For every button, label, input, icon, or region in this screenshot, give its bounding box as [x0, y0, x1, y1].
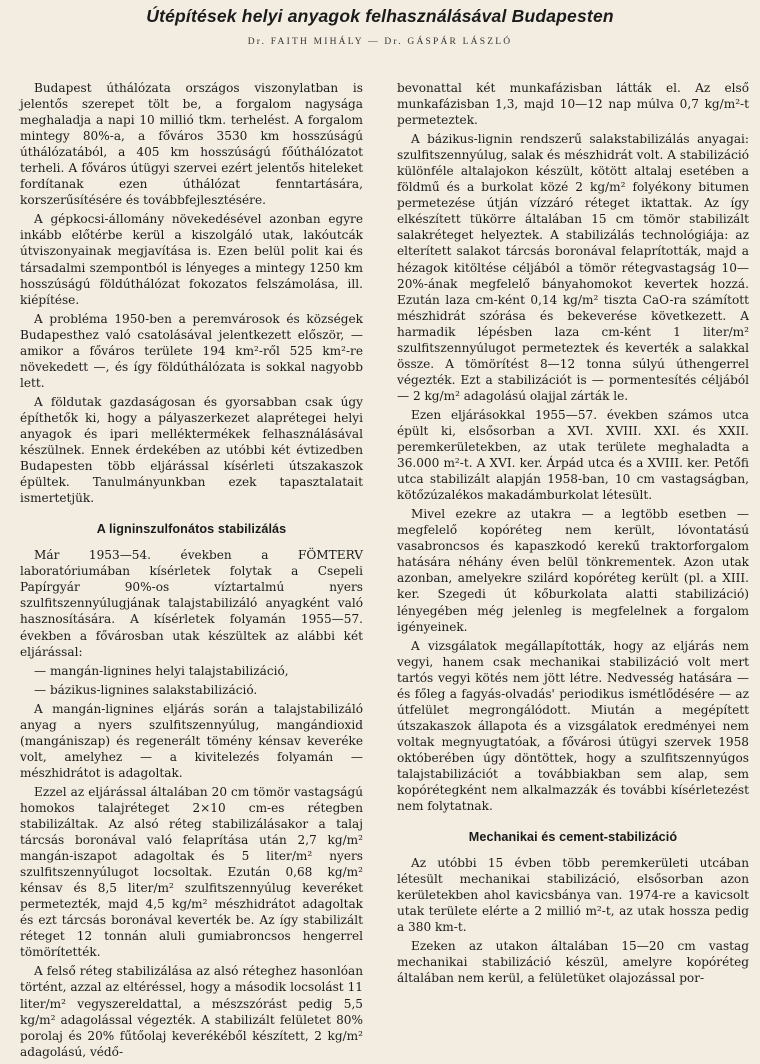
paragraph: Ezzel az eljárással általában 20 cm tömör vastagságú homokos talajréteget 2×10 cm-es rétegben stabilizáltak. Az alsó réteg stabilizálásakor a talaj tárcsás boronával való felaprítása után 2,7 kg/m² mangán-iszapot adagoltak és 5 liter/m² nyers szulfitszennyúlugot locsoltak. Ezután 0,68 kg/m² kénsav és 8,5 liter/m² szulfitszennyúlug keveréket permetezték, majd 4,5 kg/m² mészhidrátot adagoltak és ezt tárcsás boronával keverték be. Az így stabilizált réteget 12 tonnán aluli gumiabroncsos hengerrel tömörítették. — [20, 784, 363, 960]
paragraph: A bázikus-lignin rendszerű salakstabilizálás anyagai: szulfitszennyúlug, salak és mészhidrát volt. A stabilizáció különféle altalajokon készült, kötött altalaj esetében a földmű és a burkolat közé 2 kg/m² folyékony bitumen permetezése útján vízzáró réteget iktattak. Az így elkészített tükörre általában 15 cm tömör stabilizált salakréteget helyeztek. A stabilizálás technológiája: az elterített salakot tárcsás boronával felaprították, majd a hézagok kitöltése céljából a tömör rétegvastagság 10—20%-ának megfelelő bányahomokot kevertek hozzá. Ezután laza cm-ként 0,14 kg/m² tiszta CaO-ra számított mészhidrát szórása és bekeverése következett. A harmadik lépésben laza cm-ként 1 liter/m² szulfitszennyúlugot permeteztek és keverték a salakkal össze. A tömörítést 8—12 tonna súlyú úthengerrel végezték. Ezt a stabilizációt is — pormentesítés céljából — 2 kg/m² adagolású olajjal zárták le. — [397, 132, 749, 403]
paragraph: A vizsgálatok megállapították, hogy az eljárás nem vegyi, hanem csak mechanikai stabilizáció volt mert tartós vegyi kötés nem jött létre. Nedvesség hatására — és főleg a fagyás-olvadás' periodikus ismétlődésére — az útfelület megrongálódott. Miután a megépített útszakaszok állapota és a vizsgálatok eredményei nem voltak megnyugtatóak, a fővárosi útügyi szervek 1958 októberében úgy döntöttek, hogy a szulfitszennyúgos talajstabilizációt a továbbiakban sem alap, sem kopórétegként nem alkalmazzák és további kísérletezést nem folytatnak. — [397, 638, 749, 814]
section-heading: Mechanikai és cement-stabilizáció — [468, 830, 678, 845]
paragraph: Budapest úthálózata országos viszonylatban is jelentős szerepet tölt be, a forgalom nagysága meghaladja a napi 10 millió tkm. terhelést. A forgalom mintegy 80%-a, a főváros 3530 km hosszúságú úthálózatából, a 405 km hosszúságú főúthálózatot terheli. A főváros útügyi szervei ezért jelentős hiteleket fordítanak ezen úthálózat fenntartására, korszerűsítésére és továbbfejlesztésére. — [20, 81, 363, 208]
list-item: — bázikus-lignines salakstabilizáció. — [34, 682, 258, 697]
article-title: Útépítések helyi anyagok felhasználásával Budapesten — [146, 6, 614, 26]
paragraph: Mivel ezekre az utakra — a legtöbb esetben — megfelelő kopóréteg nem került, lóvontatású vasabroncsos és kapaszkodó kerekű traktorforgalom hatására néhány éven belül tönkrementek. Azon utak azonban, amelyekre szilárd kopóréteg került (pl. a XIII. ker. Szegedi út kőburkolata alatti stabilizáció) lényegében még jelenleg is megfelelnek a forgalom igényeinek. — [397, 507, 749, 634]
paragraph: Az utóbbi 15 évben több peremkerületi utcában létesült mechanikai stabilizáció, elsősorban azon kerületekben ahol kavicsbánya van. 1974-re a kavicsolt utak területe elérte a 2 millió m²-t, az utak hossza pedig a 380 km-t. — [397, 856, 749, 935]
section-heading: A ligninszulfonátos stabilizálás — [96, 522, 287, 537]
paragraph: A mangán-lignines eljárás során a talajstabilizáló anyag a nyers szulfitszennyúlug, mangándioxid (mangániszap) és regenerált tömény kénsav keveréke volt, amelyhez — a kivitelezés folyamán — mészhidrátot is adagoltak. — [20, 701, 363, 780]
paragraph: Ezen eljárásokkal 1955—57. években számos utca épült ki, elsősorban a XVI. XVIII. XXI. és XXII. peremkerületekben, az utak területe meghaladta a 36.000 m²-t. A XVI. ker. Árpád utca és a XVIII. ker. Petőfi utca stabilizált alapján 1958-ban, 10 cm vastagságban, kötőzúzalékos makadámburkolat létesült. — [397, 407, 749, 503]
paragraph: A földutak gazdaságosan és gyorsabban csak úgy építhetők ki, hogy a pályaszerkezet alaprétegei helyi anyagok és ipari melléktermékek felhasználásával készülnek. Ennek érdekében az utóbbi két évtizedben Budapesten több eljárással kísérleti útszakaszok épültek. Tanulmányunkban ezek tapasztalatait ismertetjük. — [20, 394, 363, 506]
left-column — [20, 80, 363, 1063]
right-column — [397, 80, 749, 990]
paragraph: Ezeken az utakon általában 15—20 cm vastag mechanikai stabilizáció készül, amelyre kopóréteg általában nem kerül, a felületüket olajozással por- — [397, 939, 749, 986]
paragraph: A probléma 1950-ben a peremvárosok és községek Budapesthez való csatolásával jelentkezett először, — amikor a főváros területe 194 km²-ről 525 km²-re növekedett —, és így földúthálózata is sokkal nagyobb lett. — [20, 311, 363, 390]
paragraph: A gépkocsi-állomány növekedésével azonban egyre inkább előtérbe kerül a kiszolgáló utak, lakóutcák útviszonyainak megjavítása is. Ezen belül polit kai és társadalmi szempontból is lényeges a mintegy 1250 km hosszúságú földúthálózat fokozatos felszámolása, ill. kiépítése. — [20, 212, 363, 307]
paragraph: Már 1953—54. években a FÖMTERV laboratóriumában kísérletek folytak a Csepeli Papírgyár 90%-os víztartalmú nyers szulfitszennyúlugjának talajstabilizáló anyagként való hasznosítására. A kísérletek folyamán 1955—57. években a fővárosban utak készültek az alábbi két eljárással: — [20, 548, 363, 659]
paragraph: bevonattal két munkafázisban látták el. Az első munkafázisban 1,3, majd 10—12 nap múlva 0,7 kg/m²-t permeteztek. — [397, 81, 749, 128]
paragraph: A felső réteg stabilizálása az alsó réteghez hasonlóan történt, azzal az eltéréssel, hogy a második locsolást 11 liter/m² vegyszereldattal, a mészszórást pedig 5,5 kg/m² adagolással végezték. A stabilizált felületet 80% porolaj és 20% fűtőolaj keverékéből készített, 2 kg/m² adagolású, védő- — [20, 964, 363, 1059]
list-item: — mangán-lignines helyi talajstabilizáció, — [34, 663, 289, 678]
article-authors: Dr. FAITH MIHÁLY — Dr. GÁSPÁR LÁSZLÓ — [247, 37, 513, 47]
